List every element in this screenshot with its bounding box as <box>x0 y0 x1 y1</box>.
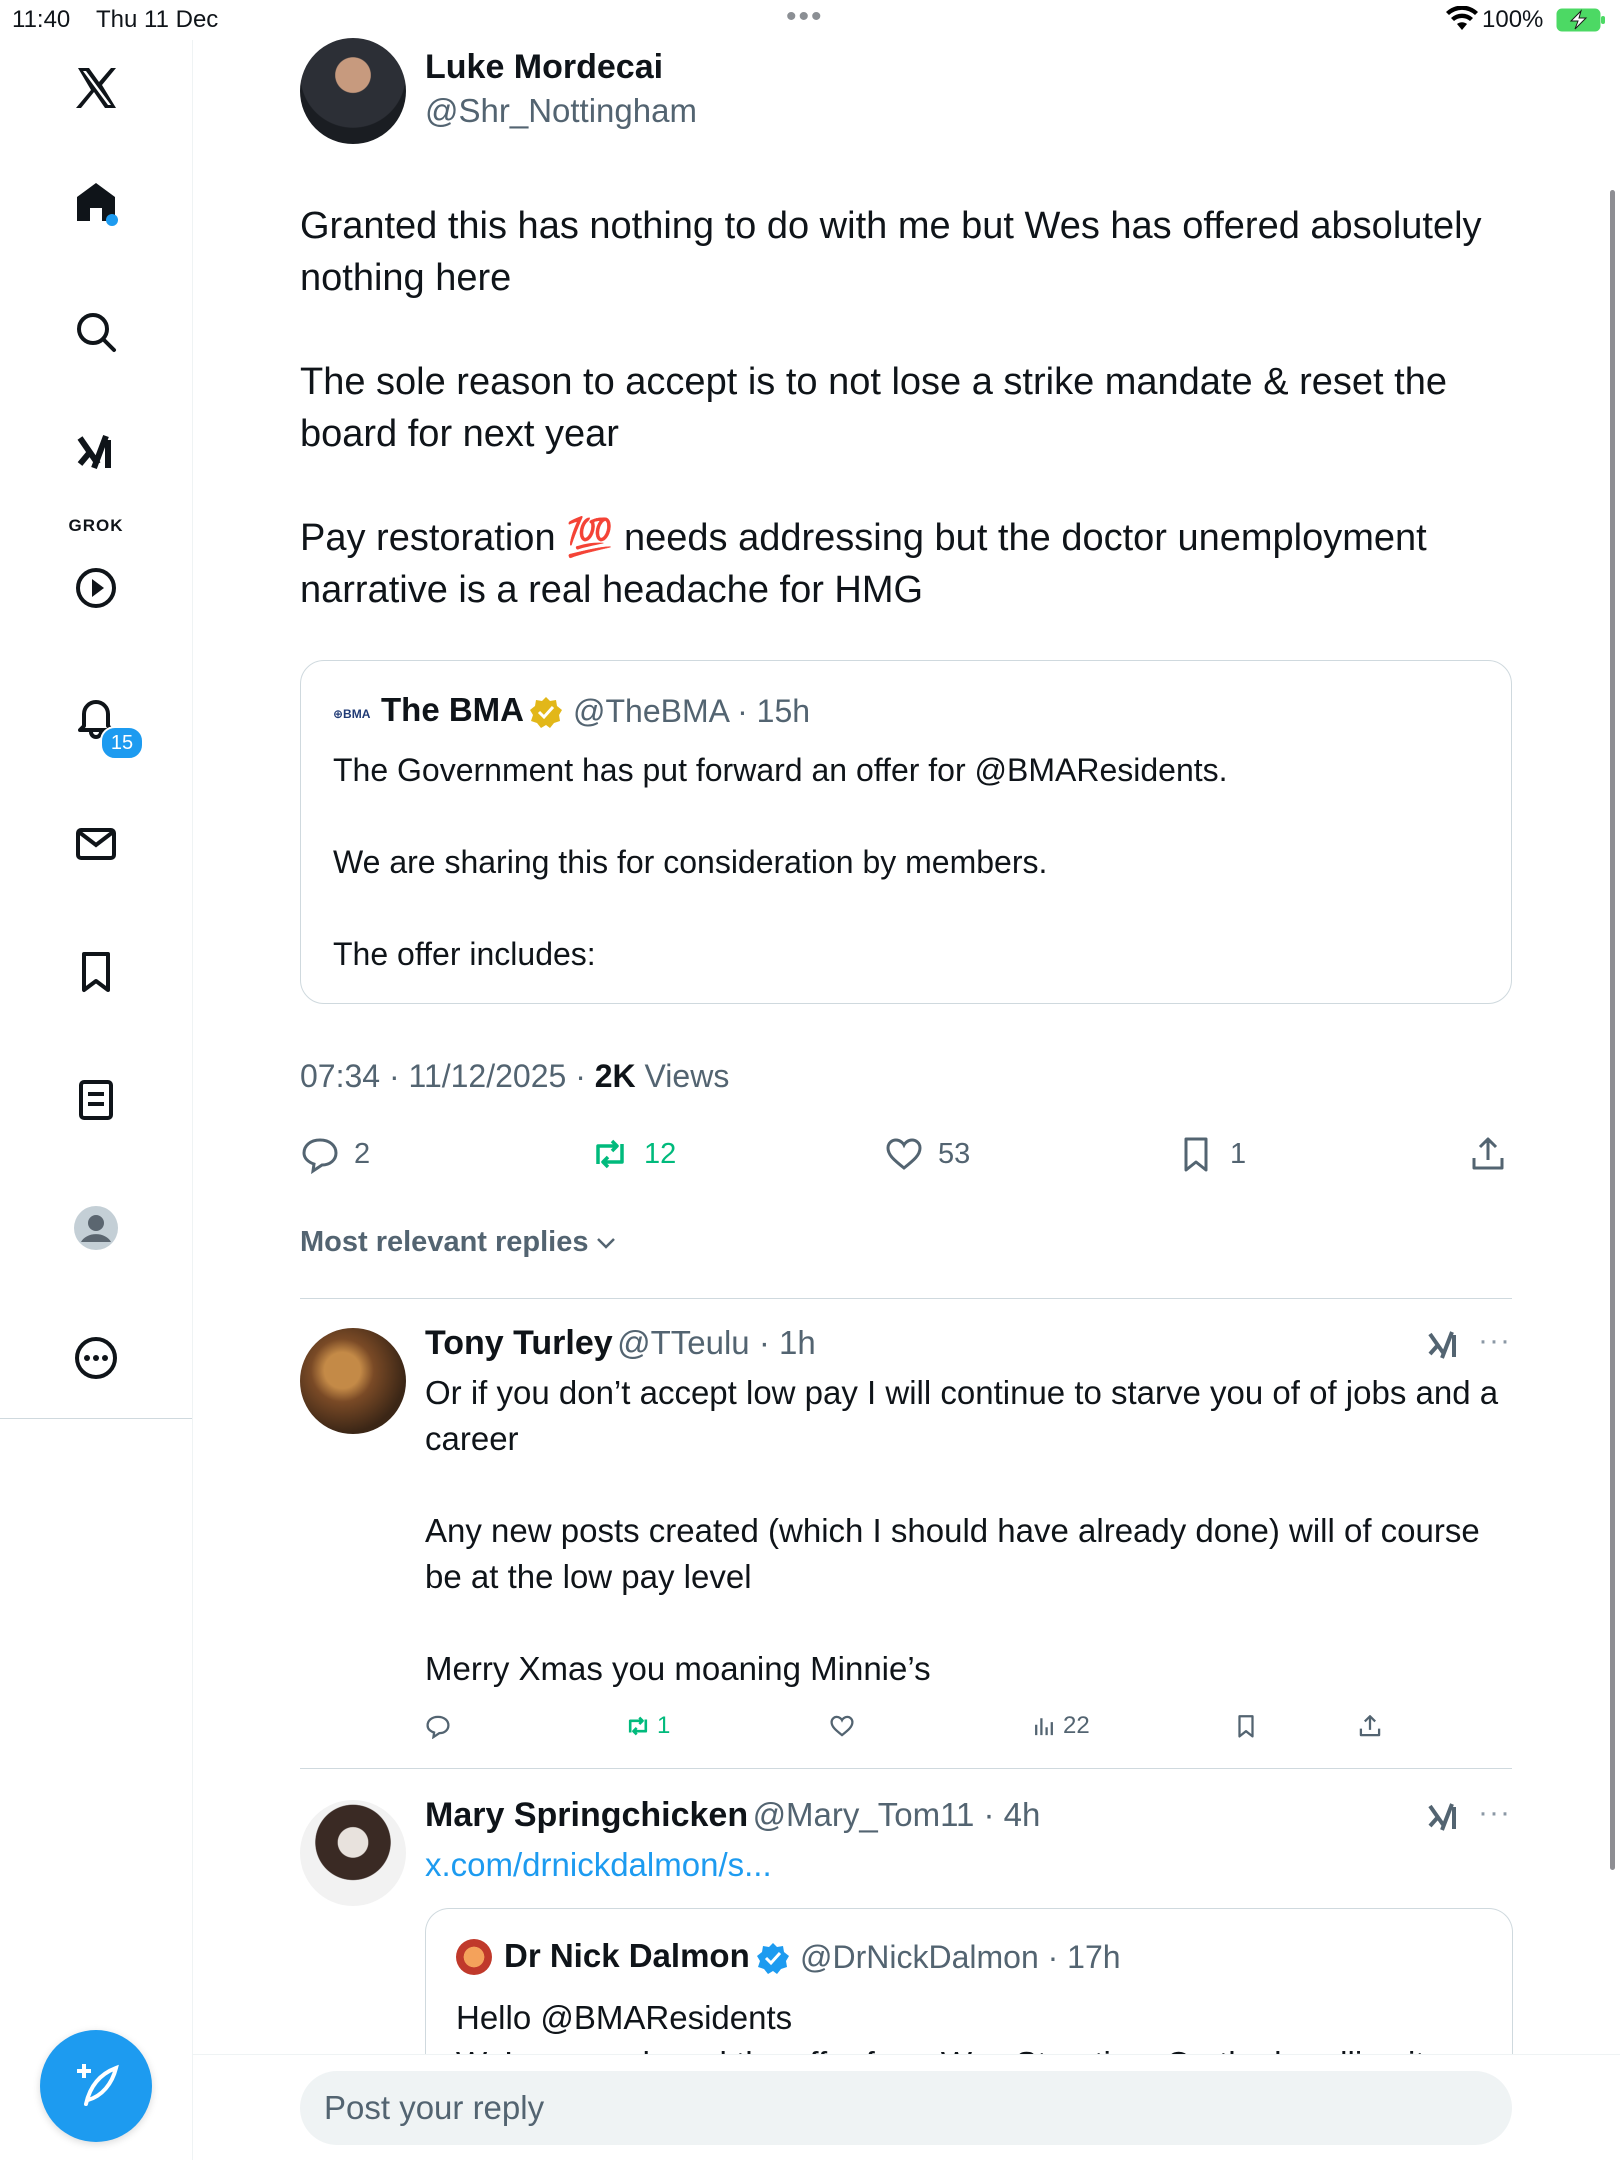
status-time: 11:40 <box>12 6 71 33</box>
reply-count: 2 <box>354 1137 371 1170</box>
reply-avatar[interactable] <box>300 1800 406 1906</box>
share-button[interactable] <box>1357 1706 1389 1746</box>
reply-composer-bar <box>193 2054 1620 2161</box>
quote-author-name: The BMA <box>381 691 524 728</box>
reply-author-name[interactable]: Mary Springchicken <box>425 1796 749 1834</box>
like-button[interactable] <box>829 1706 861 1746</box>
sidebar-divider <box>0 1418 192 1419</box>
quote-author-handle: @DrNickDalmon · 17h <box>800 1939 1121 1975</box>
bookmark-icon <box>1233 1713 1259 1739</box>
like-button[interactable] <box>884 1126 970 1182</box>
home-unread-dot <box>106 214 118 226</box>
video-play-icon[interactable] <box>68 560 124 616</box>
share-upload-icon <box>1357 1713 1383 1739</box>
quote-author-avatar <box>456 1939 492 1975</box>
like-count: 53 <box>938 1137 971 1170</box>
author-avatar[interactable] <box>300 38 406 144</box>
repost-count: 12 <box>644 1137 677 1170</box>
replies-sort-dropdown[interactable] <box>300 1226 617 1259</box>
share-upload-icon <box>1468 1134 1508 1174</box>
replies-sort-label: Most relevant replies <box>300 1226 589 1258</box>
bookmark-icon <box>1176 1134 1216 1174</box>
bookmark-count: 1 <box>1230 1137 1247 1170</box>
reply-header <box>425 1324 816 1363</box>
views-count: 22 <box>1063 1712 1090 1739</box>
multitasking-dots-icon[interactable]: ••• <box>786 0 824 33</box>
views-count: 2K <box>594 1058 636 1094</box>
grok-label: GROK <box>68 516 124 535</box>
status-date: Thu 11 Dec <box>96 6 219 33</box>
grok-explain-icon[interactable] <box>1426 1798 1462 1834</box>
quote-text: The Government has put forward an offer for @BMAResidents. We are sharing this for consideration by members. The offer includes: <box>333 752 1228 972</box>
divider <box>300 1298 1512 1299</box>
reply-input[interactable] <box>300 2071 1512 2145</box>
author-name[interactable]: Luke Mordecai <box>425 48 664 86</box>
views-label: Views <box>635 1058 730 1094</box>
repost-button[interactable] <box>625 1706 670 1746</box>
compose-feather-icon <box>70 2060 122 2112</box>
compose-post-button[interactable] <box>40 2030 152 2142</box>
reply-text: Or if you don’t accept low pay I will continue to starve you of of jobs and a career Any new posts created (which I should have already done) will of course be at the low pay level Merry Xmas you moaning Minnie’s <box>425 1374 1499 1687</box>
quote-author-handle: @TheBMA · 15h <box>573 693 811 729</box>
search-icon[interactable] <box>68 304 124 360</box>
quoted-post-card[interactable] <box>300 660 1512 1004</box>
views-button[interactable] <box>1031 1706 1090 1746</box>
articles-icon[interactable] <box>68 1072 124 1128</box>
x-logo-icon[interactable] <box>68 60 124 116</box>
reply-header <box>425 1796 1040 1835</box>
notifications-badge: 15 <box>100 726 144 760</box>
share-button[interactable] <box>1468 1126 1522 1182</box>
heart-icon <box>829 1713 855 1739</box>
bookmark-button[interactable] <box>1176 1126 1246 1182</box>
grok-icon[interactable] <box>68 424 124 480</box>
battery-percent: 100% <box>1482 6 1544 33</box>
reply-author-name[interactable]: Tony Turley <box>425 1324 613 1362</box>
reply-actions <box>425 1706 1425 1746</box>
reply-avatar[interactable] <box>300 1328 406 1434</box>
tweet-text: Granted this has nothing to do with me but Wes has offered absolutely nothing here The sole reason to accept is to not lose a strike mandate & reset the board for next year Pay restoration 💯 needs addressing but the doctor unemployment narrative is a real headache for HMG <box>300 205 1482 611</box>
reply-button[interactable] <box>300 1126 370 1182</box>
more-options-icon[interactable]: ··· <box>1478 1324 1511 1357</box>
bookmark-button[interactable] <box>1233 1706 1265 1746</box>
heart-icon <box>884 1134 924 1174</box>
reply-link[interactable]: x.com/drnickdalmon/s... <box>425 1846 772 1883</box>
more-options-icon[interactable]: ··· <box>1478 1796 1511 1829</box>
quote-text: Hello @BMAResidents <box>456 1999 793 2036</box>
verified-gold-badge-icon <box>529 695 563 729</box>
tweet-timestamp[interactable]: 07:34 · 11/12/2025 · <box>300 1058 595 1094</box>
repost-icon <box>625 1713 651 1739</box>
repost-icon <box>590 1134 630 1174</box>
repost-button[interactable] <box>590 1126 676 1182</box>
bma-logo: ⊕BMA <box>333 707 371 721</box>
more-options-icon[interactable] <box>68 1330 124 1386</box>
grok-explain-icon[interactable] <box>1426 1326 1462 1362</box>
scrollbar[interactable] <box>1610 190 1615 1870</box>
divider <box>300 1768 1512 1769</box>
reply-author-handle[interactable]: @Mary_Tom11 · 4h <box>752 1796 1041 1833</box>
author-handle[interactable]: @Shr_Nottingham <box>425 92 697 129</box>
reply-bubble-icon <box>425 1713 451 1739</box>
bookmarks-icon[interactable] <box>68 944 124 1000</box>
chevron-down-icon <box>595 1232 617 1254</box>
tweet-meta <box>300 1058 729 1095</box>
reply-button[interactable] <box>425 1706 457 1746</box>
quote-author-name: Dr Nick Dalmon <box>504 1937 750 1974</box>
repost-count: 1 <box>657 1712 671 1739</box>
tweet-actions <box>300 1126 1512 1182</box>
views-chart-icon <box>1031 1713 1057 1739</box>
reply-bubble-icon <box>300 1134 340 1174</box>
profile-avatar-icon[interactable] <box>68 1200 124 1256</box>
verified-blue-badge-icon <box>756 1941 790 1975</box>
reply-author-handle[interactable]: @TTeulu · 1h <box>617 1324 816 1361</box>
messages-envelope-icon[interactable] <box>68 816 124 872</box>
sidebar <box>0 40 193 2160</box>
